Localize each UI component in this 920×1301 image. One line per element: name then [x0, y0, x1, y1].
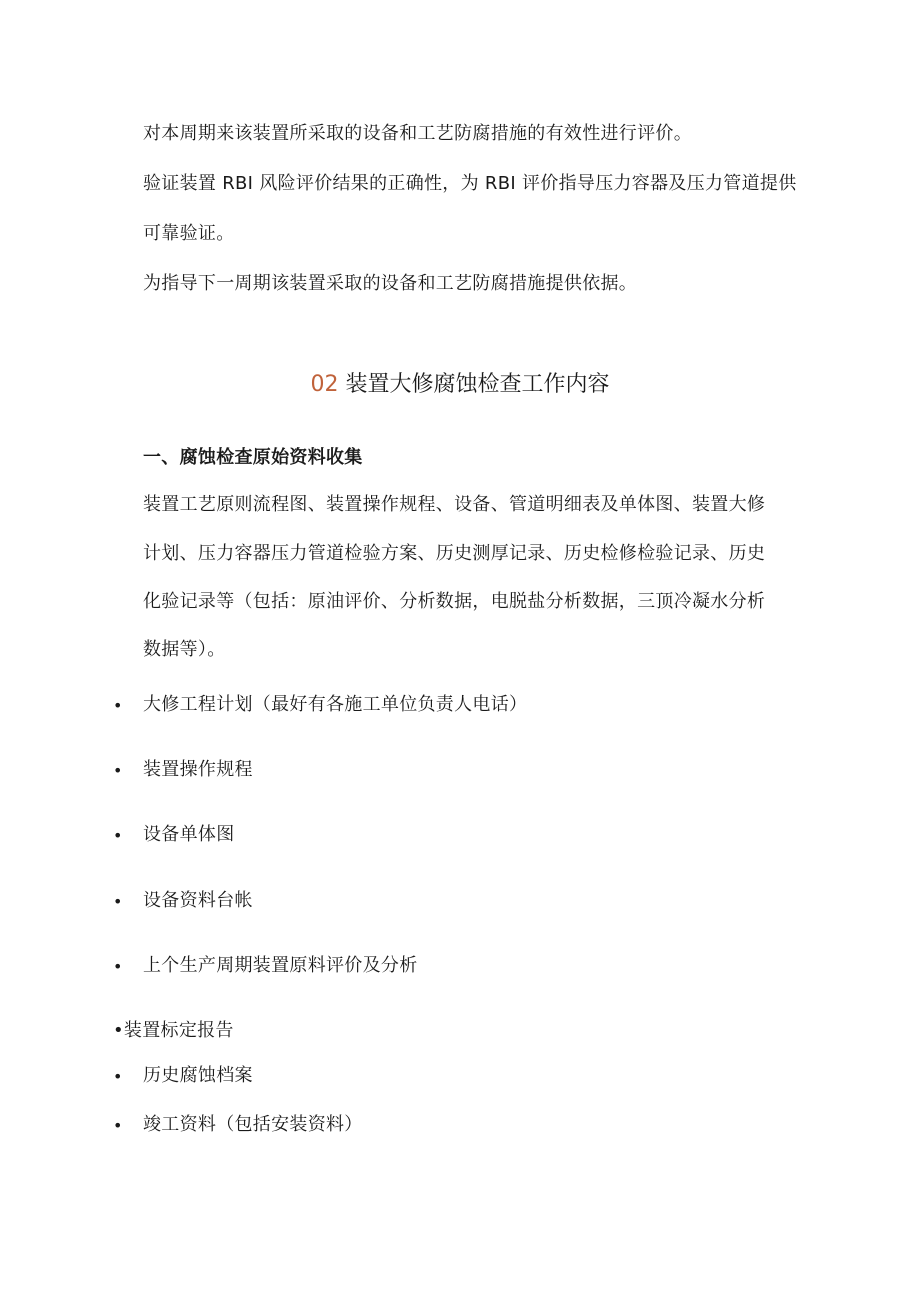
subsection-para-line-2: 计划、压力容器压力管道检验方案、历史测厚记录、历史检修检验记录、历史	[143, 543, 766, 564]
list-bullet: •	[113, 696, 123, 715]
list-item-inline: •装置标定报告	[113, 1020, 234, 1041]
list-bullet: •	[113, 826, 123, 845]
list-item: 装置操作规程	[143, 759, 253, 780]
subsection-para-line-3: 化验记录等（包括：原油评价、分析数据，电脱盐分析数据，三顶冷凝水分析	[143, 591, 766, 612]
subsection-para-line-1: 装置工艺原则流程图、装置操作规程、设备、管道明细表及单体图、装置大修	[143, 494, 766, 515]
list-bullet: •	[113, 1067, 123, 1086]
list-bullet: •	[113, 892, 123, 911]
list-item: 设备单体图	[143, 824, 235, 845]
list-item: 设备资料台帐	[143, 890, 253, 911]
intro-line-3: 可靠验证。	[143, 223, 235, 244]
list-bullet: •	[113, 957, 123, 976]
section-title: 装置大修腐蚀检查工作内容	[345, 372, 610, 397]
intro-line-4: 为指导下一周期该装置采取的设备和工艺防腐措施提供依据。	[143, 273, 638, 294]
subsection-title: 一、腐蚀检查原始资料收集	[143, 447, 363, 468]
intro-line-2: 验证装置 RBI 风险评价结果的正确性，为 RBI 评价指导压力容器及压力管道提供	[143, 173, 797, 194]
section-heading	[0, 370, 920, 400]
list-bullet: •	[113, 1116, 123, 1135]
list-item: 上个生产周期装置原料评价及分析	[143, 955, 418, 976]
intro-line-1: 对本周期来该装置所采取的设备和工艺防腐措施的有效性进行评价。	[143, 123, 692, 144]
subsection-para-line-4: 数据等）。	[143, 639, 226, 660]
list-item: 历史腐蚀档案	[143, 1065, 253, 1086]
list-item: 大修工程计划（最好有各施工单位负责人电话）	[143, 694, 528, 715]
list-bullet: •	[113, 761, 123, 780]
section-number: 02	[310, 372, 339, 397]
list-item: 竣工资料（包括安装资料）	[143, 1114, 363, 1135]
